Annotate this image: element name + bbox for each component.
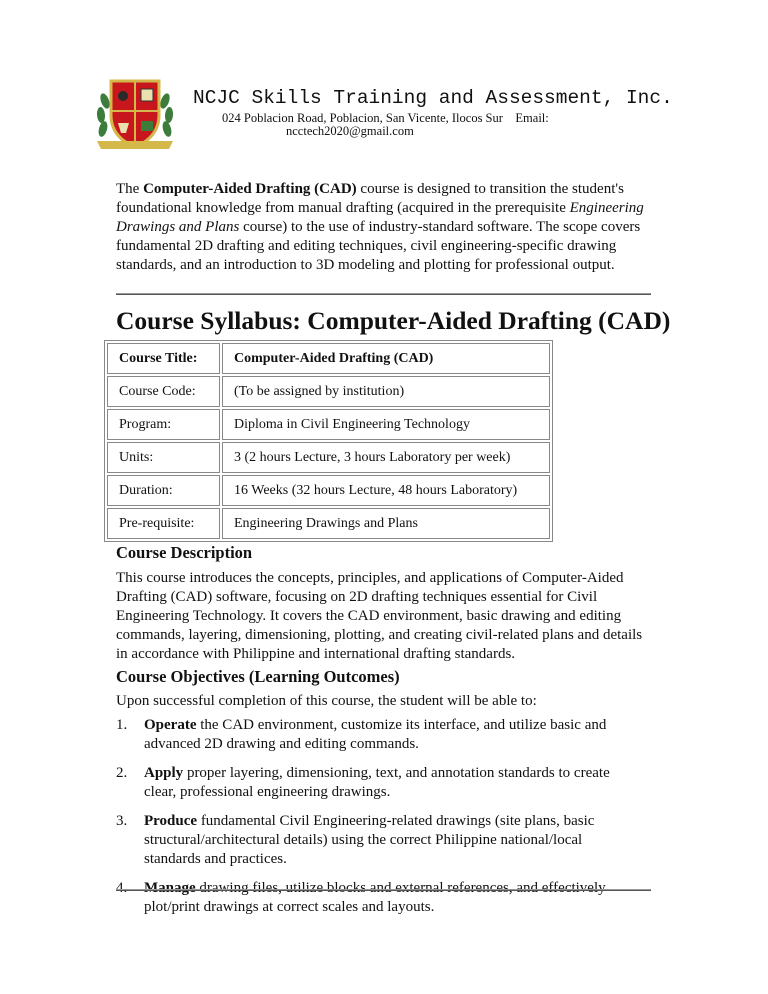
- objective-verb: Operate: [144, 717, 197, 733]
- intro-text-1: The: [116, 181, 144, 197]
- horizontal-divider: [116, 889, 651, 891]
- info-value: (To be assigned by institution): [222, 376, 550, 407]
- table-row: [107, 376, 550, 407]
- list-item: [116, 812, 636, 869]
- objective-text: proper layering, dimensioning, text, and annotation standards to create clear, professional engineering drawings.: [144, 765, 610, 800]
- info-label: Pre-requisite:: [107, 508, 220, 539]
- school-crest-logo: [91, 71, 179, 153]
- intro-text-3: course) to the use of industry-standard software. The scope covers fundamental 2D drafting and editing techniques, civil engineering-specific drawing standards, and an introduction to 3D modeling and plotting for professional output.: [116, 219, 641, 273]
- item-number: 2.: [116, 765, 128, 781]
- table-row: [107, 409, 550, 440]
- objective-text: the CAD environment, customize its interface, and utilize basic and advanced 2D drawing and editing commands.: [144, 717, 607, 752]
- info-label: Units:: [107, 442, 220, 473]
- table-row: [107, 508, 550, 539]
- info-label: Course Code:: [107, 376, 220, 407]
- list-item: [116, 716, 636, 754]
- horizontal-divider: [116, 293, 651, 295]
- objectives-intro: Upon successful completion of this course, the student will be able to:: [116, 693, 537, 709]
- syllabus-title: Course Syllabus: Computer-Aided Drafting (CAD): [116, 306, 671, 335]
- info-value: Diploma in Civil Engineering Technology: [222, 409, 550, 440]
- info-label: Course Title:: [107, 343, 220, 374]
- objective-text: drawing files, utilize blocks and external references, and effectively plot/print drawings at correct scales and layouts.: [144, 880, 606, 915]
- course-description-text: This course introduces the concepts, principles, and applications of Computer-Aided Drafting (CAD) software, focusing on 2D drafting techniques essential for Civil Engineering Technology. It covers the CAD environment, basic drawing and editing commands, layering, dimensioning, plotting, and creating civil-related plans and details in accordance with Philippine and international drafting standards.: [116, 570, 643, 662]
- address-line-1: 024 Poblacion Road, Poblacion, San Vicente, Ilocos Sur Email:: [222, 111, 549, 125]
- objective-verb: Apply: [144, 765, 184, 781]
- info-value: Computer-Aided Drafting (CAD): [222, 343, 550, 374]
- item-number: 1.: [116, 717, 128, 733]
- info-label: Duration:: [107, 475, 220, 506]
- list-item: [116, 764, 636, 802]
- objectives-list: [116, 716, 636, 927]
- course-objectives-heading: Course Objectives (Learning Outcomes): [116, 667, 400, 686]
- table-row: [107, 442, 550, 473]
- intro-italic-prereq: Engineering Drawings and Plans: [116, 200, 644, 235]
- item-number: 3.: [116, 813, 128, 829]
- organization-address: [222, 111, 549, 138]
- info-label: Program:: [107, 409, 220, 440]
- info-value: 16 Weeks (32 hours Lecture, 48 hours Laboratory): [222, 475, 550, 506]
- intro-paragraph: [116, 180, 656, 275]
- objective-text: fundamental Civil Engineering-related drawings (site plans, basic structural/architectural details) using the correct Philippine national/local standards and practices.: [144, 813, 595, 867]
- table-row: [107, 343, 550, 374]
- course-info-table: [104, 340, 553, 542]
- objective-verb: Manage: [144, 880, 196, 896]
- intro-text-2: course is designed to transition the student's foundational knowledge from manual drafting (acquired in the prerequisite: [116, 181, 624, 216]
- list-item: [116, 879, 636, 917]
- item-number: 4.: [116, 880, 128, 896]
- objective-verb: Produce: [144, 813, 198, 829]
- course-description-heading: Course Description: [116, 543, 253, 562]
- organization-name: NCJC Skills Training and Assessment, Inc.: [193, 87, 673, 109]
- table-row: [107, 475, 550, 506]
- email-address: ncctech2020@gmail.com: [286, 124, 414, 138]
- intro-bold-course: Computer-Aided Drafting (CAD): [143, 181, 357, 197]
- info-value: 3 (2 hours Lecture, 3 hours Laboratory per week): [222, 442, 550, 473]
- info-value: Engineering Drawings and Plans: [222, 508, 550, 539]
